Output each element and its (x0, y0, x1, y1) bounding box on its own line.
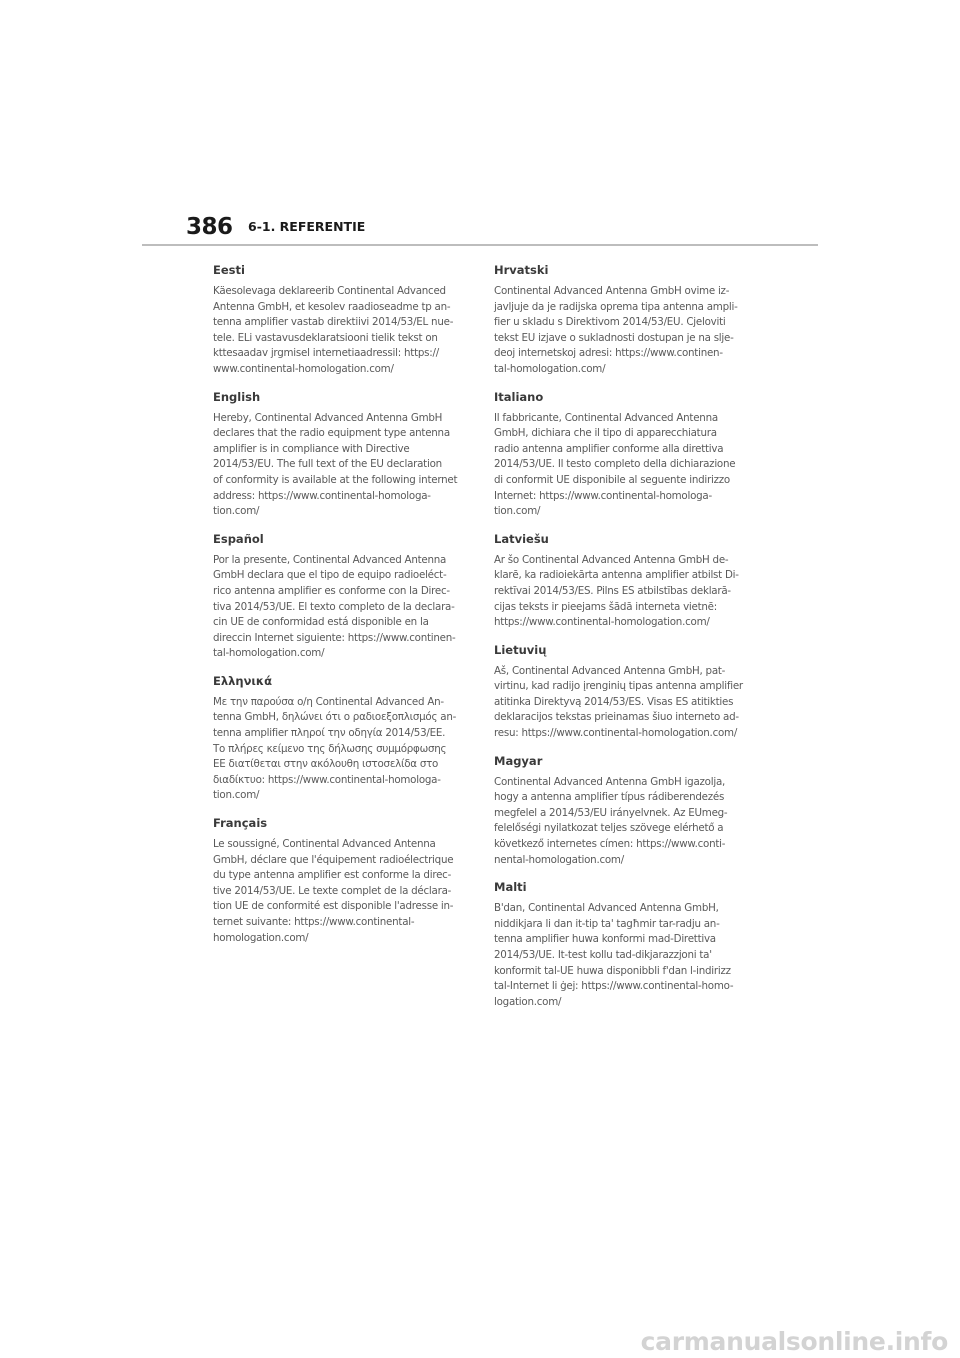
declaration-text-line: GmbH declara que el tipo de equipo radioeléct- (213, 569, 447, 582)
language-heading: Latviešu (494, 531, 549, 546)
language-section (494, 262, 749, 378)
language-heading: Hrvatski (494, 263, 549, 277)
declaration-text-line: tive 2014/53/UE. Le texte complet de la déclara- (213, 884, 452, 897)
declaration-text-line: konformit tal-UE huwa disponibbli f'dan l-indirizz (494, 964, 731, 977)
declaration-text-line: homologation.com/ (213, 931, 309, 944)
language-heading: English (213, 389, 261, 404)
declaration-text-line: kttesaadav jrgmisel internetiaadressil: https:// (213, 347, 439, 360)
declaration-text-line: javljuje da je radijska oprema tipa antenna ampli- (494, 300, 738, 313)
declaration-text-line: tenna GmbH, δηλώνει ότι ο ραδιοεξοπλισμός an- (213, 711, 457, 724)
declaration-text-line: rico antenna amplifier es conforme con la Direc- (213, 584, 450, 597)
declaration-text-line: Le soussigné, Continental Advanced Antenna (213, 838, 436, 851)
declaration-text-line: Hereby, Continental Advanced Antenna GmbH (213, 411, 443, 424)
declaration-text-line: Internet: https://www.continental-homologa- (494, 489, 712, 502)
declaration-text-line: 2014/53/UE. It-test kollu tad-dikjarazzjoni ta' (494, 949, 712, 961)
language-heading: Ελληνικά (213, 673, 272, 688)
declaration-text-line: klarē, ka radioiekārta antenna amplifier atbilst Di- (494, 569, 739, 582)
declaration-text-line: tenna amplifier πληροί την οδηγία 2014/53/ΕΕ. (213, 727, 446, 740)
declaration-text-line: tenna amplifier vastab direktiivi 2014/53/EL nue- (213, 316, 454, 329)
declaration-text-line: B'dan, Continental Advanced Antenna GmbH, (494, 902, 719, 915)
declaration-text-line: διαδίκτυο: https://www.continental-homologa- (213, 773, 441, 786)
declaration-text-line: tion UE de conformité est disponible l'adresse in- (213, 900, 454, 913)
declaration-text-line: address: https://www.continental-homologa- (213, 489, 431, 502)
language-heading: Eesti (213, 263, 245, 277)
declaration-text-line: tion.com/ (213, 789, 260, 802)
watermark: carmanualsonline.info (640, 1327, 948, 1356)
declaration-text-line: tele. ELi vastavusdeklaratsiooni tielik tekst on (213, 331, 438, 344)
declaration-text-line: GmbH, dichiara che il tipo di apparecchiatura (494, 427, 717, 440)
declaration-text-line: Το πλήρες κείμενο της δήλωσης συμμόρφωσης (213, 742, 447, 755)
language-heading: Malti (494, 880, 527, 895)
declaration-text-line: resu: https://www.continental-homologation.com/ (494, 727, 738, 740)
language-section (213, 389, 468, 520)
declaration-text-line: ΕΕ διατίθεται στην ακόλουθη ιστοσελίδα στο (213, 758, 439, 771)
language-section (213, 815, 468, 946)
declaration-text-line: Il fabbricante, Continental Advanced Antenna (494, 411, 718, 424)
declaration-text-line: rektīvai 2014/53/ES. Pilns ES atbilstības deklarā- (494, 584, 731, 597)
declaration-text-line: Continental Advanced Antenna GmbH ovime iz- (494, 285, 730, 297)
left-column (213, 262, 468, 957)
declaration-text-line: deklaracijos tekstas prieinamas šiuo interneto ad- (494, 711, 739, 724)
declaration-text-line: tenna amplifier huwa konformi mad-Direttiva (494, 933, 716, 946)
declaration-text-line: https://www.continental-homologation.com/ (494, 616, 710, 629)
header-divider (142, 244, 818, 246)
declaration-text-line: radio antenna amplifier conforme alla direttiva (494, 442, 724, 455)
language-section (494, 531, 749, 631)
declaration-text-line: deoj internetskoj adresi: https://www.continen- (494, 347, 723, 360)
declaration-text-line: cin UE de conformidad está disponible en la (213, 616, 429, 629)
declaration-text-line: felelőségi nyilatkozat teljes szövege elérhető a (494, 822, 724, 835)
declaration-text-line: 2014/53/UE. Il testo completo della dichiarazione (494, 458, 736, 471)
declaration-text-line: tion.com/ (213, 505, 260, 518)
declaration-text-line: hogy a antenna amplifier típus rádiberendezés (494, 791, 725, 804)
language-section (494, 753, 749, 869)
declaration-text-line: virtinu, kad radijo įrenginių tipas antenna amplifier (494, 680, 743, 693)
declaration-text-line: tion.com/ (494, 505, 541, 518)
declaration-text-line: Aš, Continental Advanced Antenna GmbH, pat- (494, 664, 726, 677)
declaration-text-line: fier u skladu s Direktivom 2014/53/EU. Cjeloviti (494, 316, 726, 329)
declaration-text-line: Por la presente, Continental Advanced Antenna (213, 553, 447, 566)
declaration-text-line: következő internetes címen: https://www.conti- (494, 838, 726, 851)
declaration-text-line: nental-homologation.com/ (494, 853, 624, 866)
declaration-text-line: ternet suivante: https://www.continental- (213, 916, 415, 928)
declaration-text-line: declares that the radio equipment type antenna (213, 427, 450, 440)
language-heading: Español (213, 531, 264, 546)
declaration-text-line: megfelel a 2014/53/EU irányelvnek. Az EUmeg- (494, 806, 728, 819)
declaration-text-line: Ar šo Continental Advanced Antenna GmbH de- (494, 553, 729, 566)
language-section (213, 262, 468, 378)
declaration-text-line: amplifier is in compliance with Directive (213, 442, 410, 455)
declaration-text-line: direccin Internet siguiente: https://www.continen- (213, 631, 456, 644)
language-heading: Français (213, 816, 268, 831)
language-section (213, 531, 468, 662)
declaration-text-line: tiva 2014/53/UE. El texto completo de la declara- (213, 600, 455, 613)
declaration-text-line: Antenna GmbH, et kesolev raadioseadme tp an- (213, 300, 451, 313)
right-column (494, 262, 749, 1021)
declaration-text-line: GmbH, déclare que l'équipement radioélectrique (213, 853, 454, 866)
language-section (494, 879, 749, 1010)
language-heading: Lietuvių (494, 642, 547, 657)
declaration-text-line: di conformit UE disponibile al seguente indirizzo (494, 473, 730, 486)
declaration-text-line: logation.com/ (494, 995, 562, 1008)
language-section (494, 642, 749, 742)
declaration-text-line: Käesolevaga deklareerib Continental Advanced (213, 285, 446, 297)
language-heading: Magyar (494, 753, 543, 768)
page-number: 386 (186, 214, 233, 240)
declaration-text-line: cijas teksts ir pieejams šādā interneta vietnē: (494, 600, 717, 613)
declaration-text-line: du type antenna amplifier est conforme la direc- (213, 869, 452, 882)
language-section (213, 673, 468, 804)
declaration-text-line: tal-homologation.com/ (494, 362, 606, 375)
declaration-text-line: 2014/53/EU. The full text of the EU declaration (213, 458, 442, 471)
chapter-title: 6-1. REFERENTIE (248, 219, 366, 234)
declaration-text-line: Με την παρούσα ο/η Continental Advanced An- (213, 695, 444, 708)
language-section (494, 389, 749, 520)
declaration-text-line: of conformity is available at the following internet (213, 473, 458, 486)
declaration-text-line: tal-Internet li ġej: https://www.continental-homo- (494, 980, 734, 993)
declaration-text-line: atitinka Direktyvą 2014/53/ES. Visas ES atitikties (494, 695, 734, 708)
declaration-text-line: tekst EU izjave o sukladnosti dostupan je na slje- (494, 331, 734, 344)
declaration-text-line: Continental Advanced Antenna GmbH igazolja, (494, 775, 726, 788)
declaration-text-line: www.continental-homologation.com/ (213, 362, 394, 375)
declaration-text-line: tal-homologation.com/ (213, 647, 325, 660)
language-heading: Italiano (494, 389, 544, 404)
declaration-text-line: niddikjara li dan it-tip ta' tagħmir tar-radju an- (494, 917, 720, 930)
